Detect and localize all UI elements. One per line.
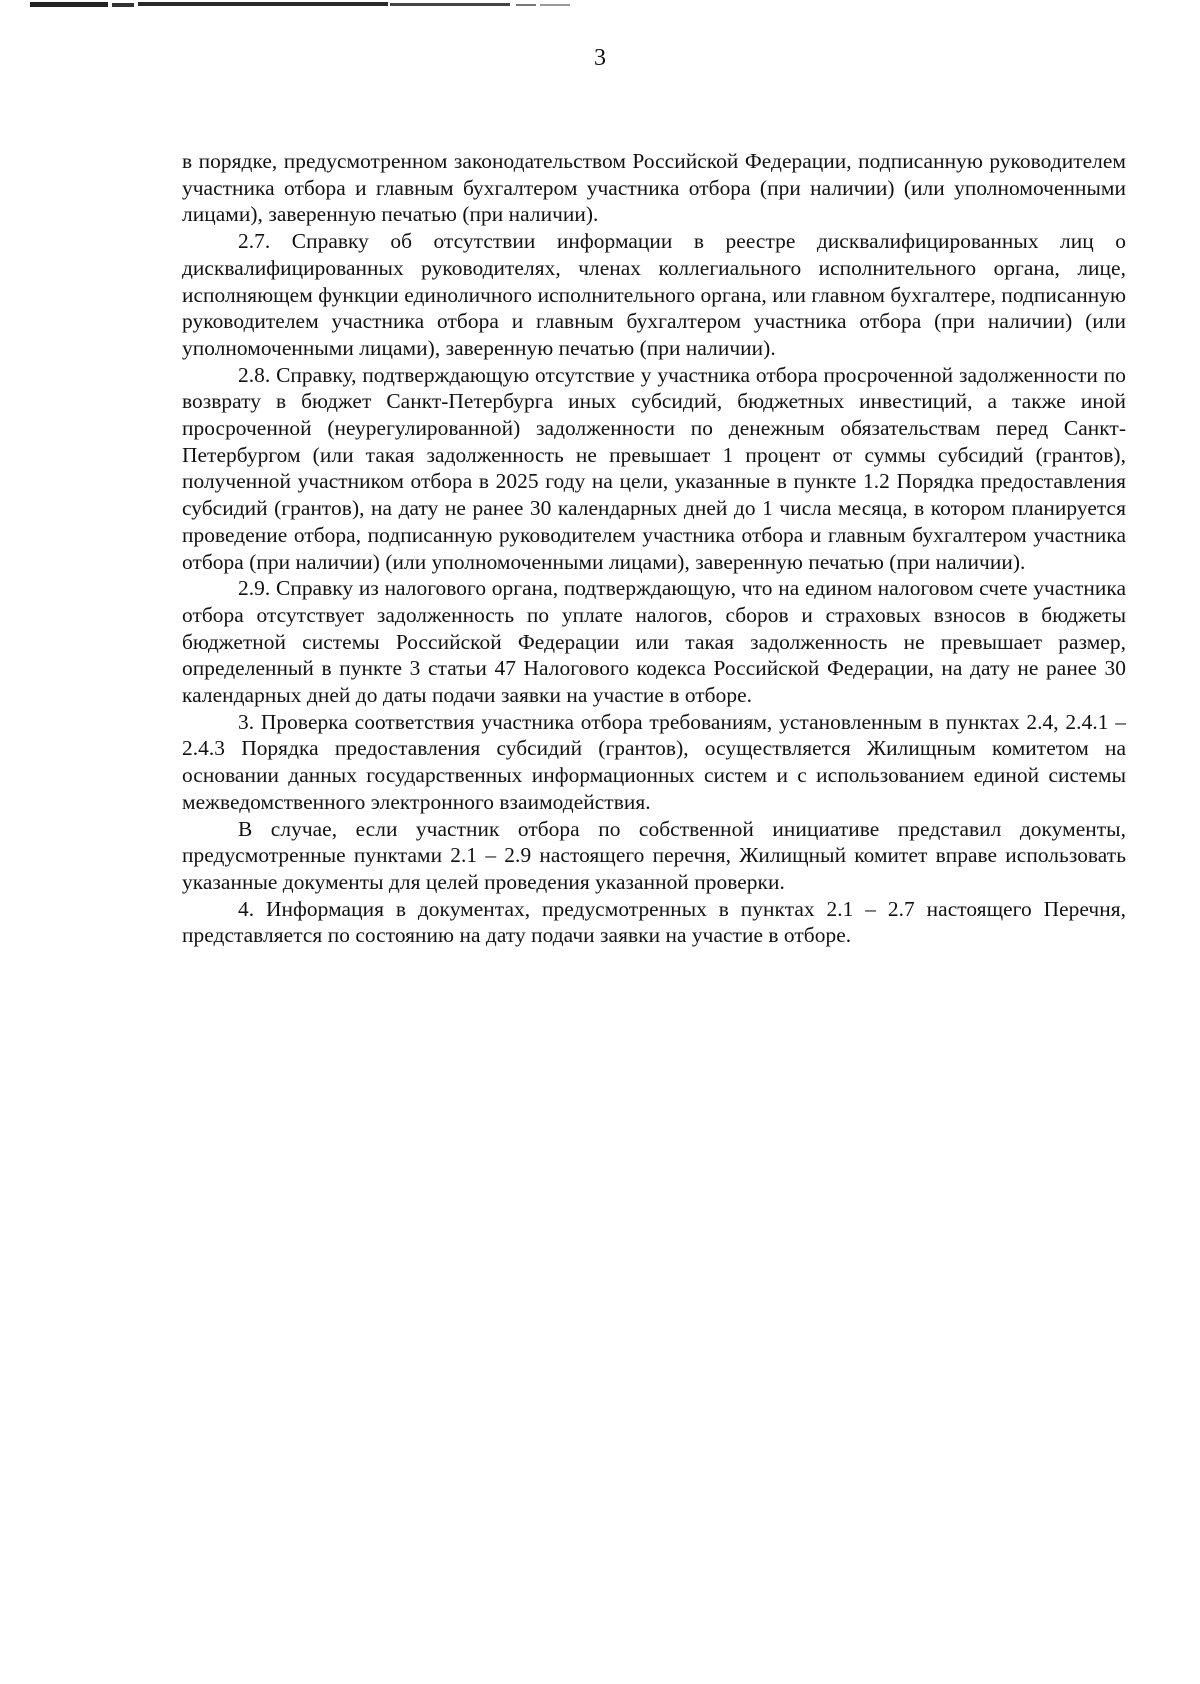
paragraph-2-9: 2.9. Справку из налогового органа, подтверждающую, что на едином налоговом счете участника отбора отсутствует задолженность по уплате налогов, сборов и страховых взносов в бюджеты бюджетной системы Российской Федерации или такая задолженность не превышает размер, определенный в пункте 3 статьи 47 Налогового кодекса Российской Федерации, на дату не ранее 30 календарных дней до даты подачи заявки на участие в отборе. bbox=[182, 576, 1126, 708]
paragraph-3: 3. Проверка соответствия участника отбора требованиям, установленным в пунктах 2.4, 2.4.1 – 2.4.3 Порядка предоставления субсидий (грантов), осуществляется Жилищным комитетом на основании данных государственных информационных систем и с использованием единой системы межведомственного электронного взаимодействия. bbox=[182, 709, 1126, 814]
paragraph-continuation: в порядке, предусмотренном законодательством Российской Федерации, подписанную руководителем участника отбора и главным бухгалтером участника отбора (при наличии) (или уполномоченными лицами), заверенную печатью (при наличии). bbox=[182, 149, 1126, 227]
paragraph-2-7: 2.7. Справку об отсутствии информации в реестре дисквалифицированных лиц о дисквалифицированных руководителях, членах коллегиального исполнительного органа, лице, исполняющем функции единоличного исполнительного органа, или главном бухгалтере, подписанную руководителем участника отбора и главным бухгалтером участника отбора (при наличии) (или уполномоченными лицами), заверенную печатью (при наличии). bbox=[182, 229, 1126, 360]
document-body bbox=[182, 148, 1126, 949]
page-number: 3 bbox=[594, 45, 606, 71]
paragraph-2-8: 2.8. Справку, подтверждающую отсутствие у участника отбора просроченной задолженности по возврату в бюджет Санкт-Петербурга иных субсидий, бюджетных инвестиций, а также иной просроченной (неурегулированной) задолженности по денежным обязательствам перед Санкт-Петербургом (или такая задолженность не превышает 1 процент от суммы субсидий (грантов), полученной участником отбора в 2025 году на цели, указанные в пункте 1.2 Порядка предоставления субсидий (грантов), на дату не ранее 30 календарных дней до 1 числа месяца, в котором планируется проведение отбора, подписанную руководителем участника отбора и главным бухгалтером участника отбора (при наличии) (или уполномоченными лицами), заверенную печатью (при наличии). bbox=[182, 362, 1126, 574]
paragraph-3-note: В случае, если участник отбора по собственной инициативе представил документы, предусмотренные пунктами 2.1 – 2.9 настоящего перечня, Жилищный комитет вправе использовать указанные документы для целей проведения указанной проверки. bbox=[182, 816, 1126, 894]
paragraph-4: 4. Информация в документах, предусмотренных в пунктах 2.1 – 2.7 настоящего Перечня, представляется по состоянию на дату подачи заявки на участие в отборе. bbox=[182, 896, 1126, 948]
scan-edge-mark bbox=[0, 0, 600, 12]
